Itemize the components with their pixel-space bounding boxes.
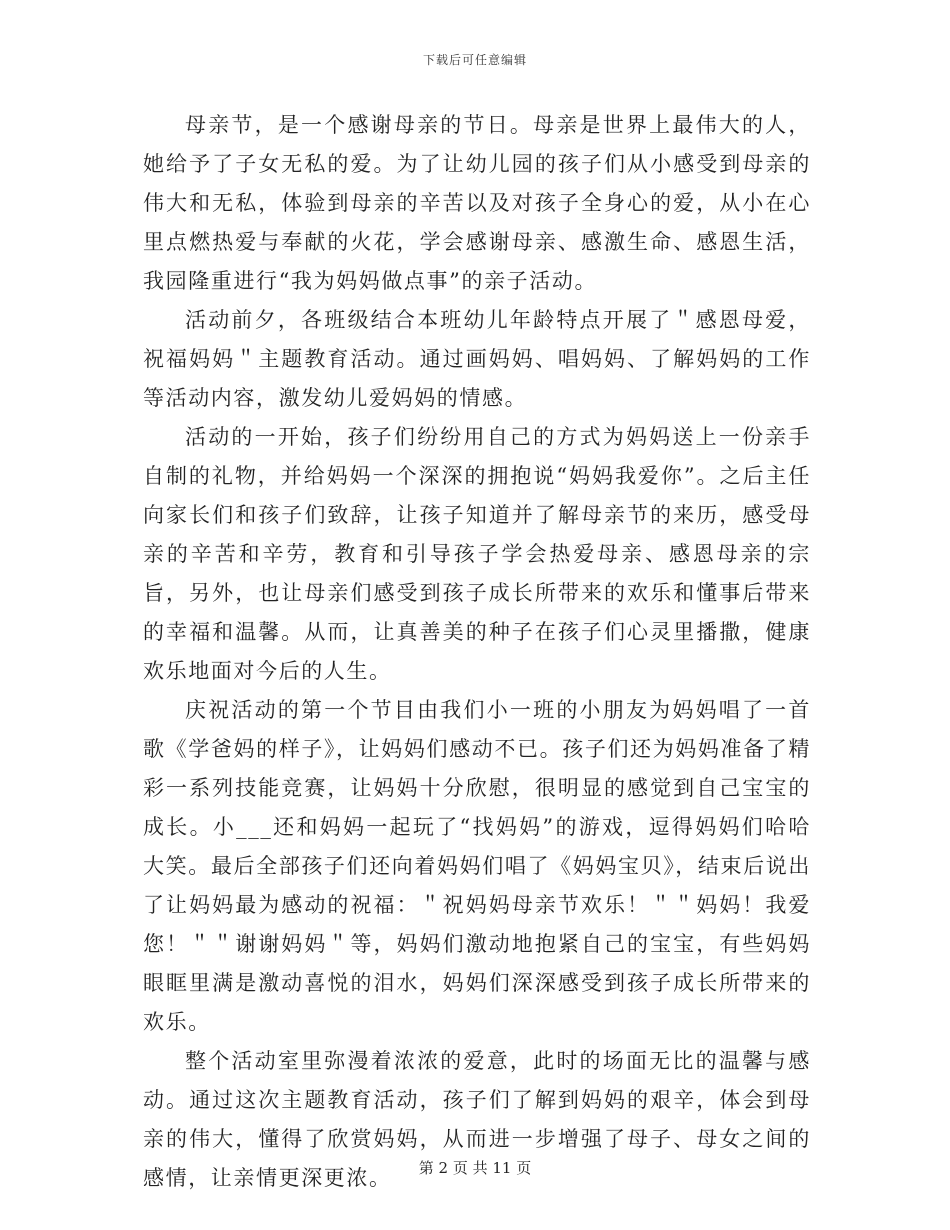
paragraph-5: 整个活动室里弥漫着浓浓的爱意，此时的场面无比的温馨与感动。通过这次主题教育活动，孩子们了解到妈妈的艰辛，体会到母亲的伟大，懂得了欣赏妈妈，从而进一步增强了母子、母女之间的感情，让亲情更深更浓。 <box>143 1049 811 1190</box>
page-header: 下载后可任意编辑 <box>422 53 527 67</box>
document-body <box>143 106 811 1198</box>
paragraph-2: 活动前夕，各班级结合本班幼儿年龄特点开展了＂感恩母爱，祝福妈妈＂主题教育活动。通过画妈妈、唱妈妈、了解妈妈的工作等活动内容，激发幼儿爱妈妈的情感。 <box>143 308 811 410</box>
page-number: 第 2 页 共 11 页 <box>418 1159 532 1177</box>
paragraph-1: 母亲节，是一个感谢母亲的节日。母亲是世界上最伟大的人，她给予了子女无私的爱。为了让幼儿园的孩子们从小感受到母亲的伟大和无私，体验到母亲的辛苦以及对孩子全身心的爱，从小在心里点燃热爱与奉献的火花，学会感谢母亲、感激生命、感恩生活，我园隆重进行“我为妈妈做点事”的亲子活动。 <box>143 113 811 293</box>
paragraph-3: 活动的一开始，孩子们纷纷用自己的方式为妈妈送上一份亲手自制的礼物，并给妈妈一个深深的拥抱说“妈妈我爱你”。之后主任向家长们和孩子们致辞，让孩子知道并了解母亲节的来历，感受母亲的辛苦和辛劳，教育和引导孩子学会热爱母亲、感恩母亲的宗旨，另外，也让母亲们感受到孩子成长所带来的欢乐和懂事后带来的幸福和温馨。从而，让真善美的种子在孩子们心灵里播撒，健康欢乐地面对今后的人生。 <box>143 425 811 683</box>
paragraph-4: 庆祝活动的第一个节目由我们小一班的小朋友为妈妈唱了一首歌《学爸妈的样子》，让妈妈们感动不已。孩子们还为妈妈准备了精彩一系列技能竞赛，让妈妈十分欣慰，很明显的感觉到自己宝宝的成长。小___还和妈妈一起玩了“找妈妈”的游戏，逗得妈妈们哈哈大笑。最后全部孩子们还向着妈妈们唱了《妈妈宝贝》，结束后说出了让妈妈最为感动的祝福：＂祝妈妈母亲节欢乐！＂＂妈妈！我爱您！＂＂谢谢妈妈＂等，妈妈们激动地抱紧自己的宝宝，有些妈妈眼眶里满是激动喜悦的泪水，妈妈们深深感受到孩子成长所带来的欢乐。 <box>143 698 811 1034</box>
